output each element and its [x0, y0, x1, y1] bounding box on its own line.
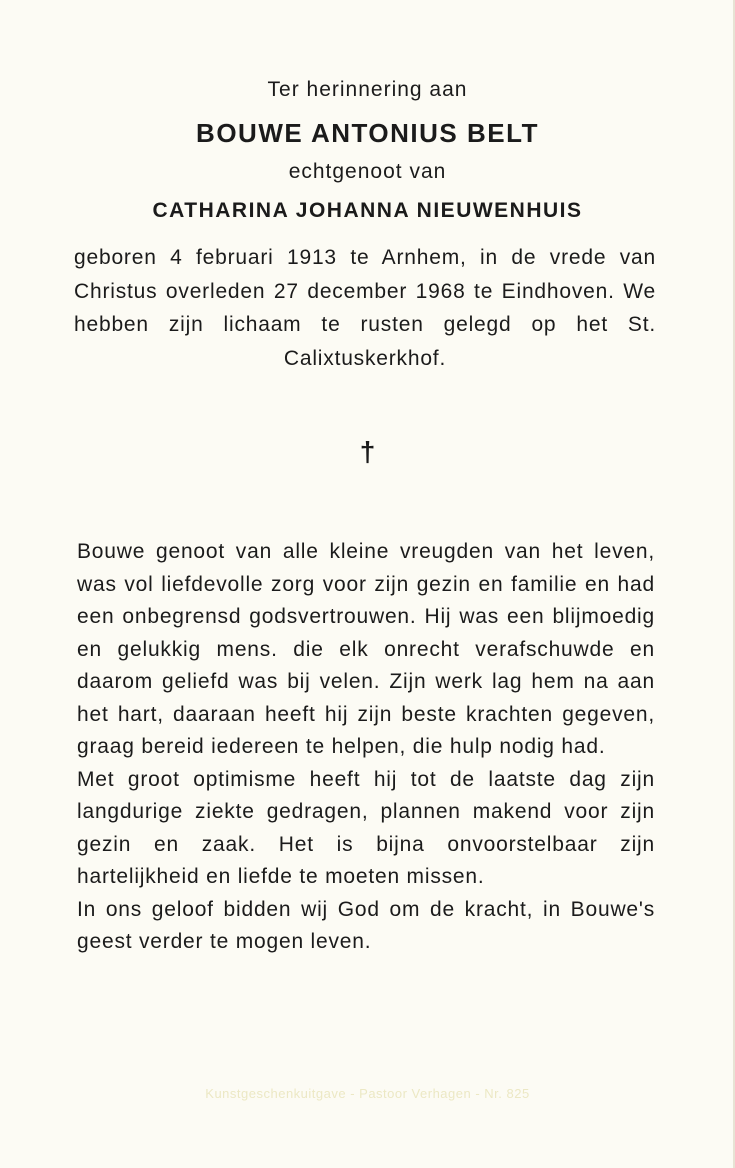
intro-text: Ter herinnering aan — [267, 78, 468, 101]
tribute-paragraph: Bouwe genoot van alle kleine vreugden van het leven, was vol liefdevolle zorg voor zijn gezin en familie en had een onbegrensd godsvertrouwen. Hij was een blijmoedig en gelukkig mens. die elk onrecht verafschuwde en daarom geliefd was bij velen. Zijn werk lag hem na aan het hart, daaraan heeft hij zijn beste krachten gegeven, graag bereid iedereen te helpen, die hulp nodig had. — [77, 540, 655, 758]
tribute-paragraph: Met groot optimisme heeft hij tot de laatste dag zijn langdurige ziekte gedragen, plannen makend voor zijn gezin en zaak. Het is bijna onvoorstelbaar zijn hartelijkheid en liefde te moeten missen. — [77, 767, 655, 888]
spouse-label: echtgenoot van — [288, 160, 447, 183]
deceased-name: BOUWE ANTONIUS BELT — [196, 118, 539, 148]
biography-text: geboren 4 februari 1913 te Arnhem, in de vrede van Christus overleden 27 december 1968 te Eindhoven. We hebben zijn lichaam te rusten gelegd op het St. Calixtuskerkhof. — [74, 246, 656, 370]
spouse-name: CATHARINA JOHANNA NIEUWENHUIS — [152, 199, 583, 222]
tribute-text — [77, 536, 655, 959]
tribute-paragraph: In ons geloof bidden wij God om de kracht, in Bouwe's geest verder te mogen leven. — [77, 897, 655, 953]
printer-imprint: Kunstgeschenkuitgave - Pastoor Verhagen - Nr. 825 — [205, 1086, 530, 1101]
cross-icon: † — [359, 436, 376, 467]
